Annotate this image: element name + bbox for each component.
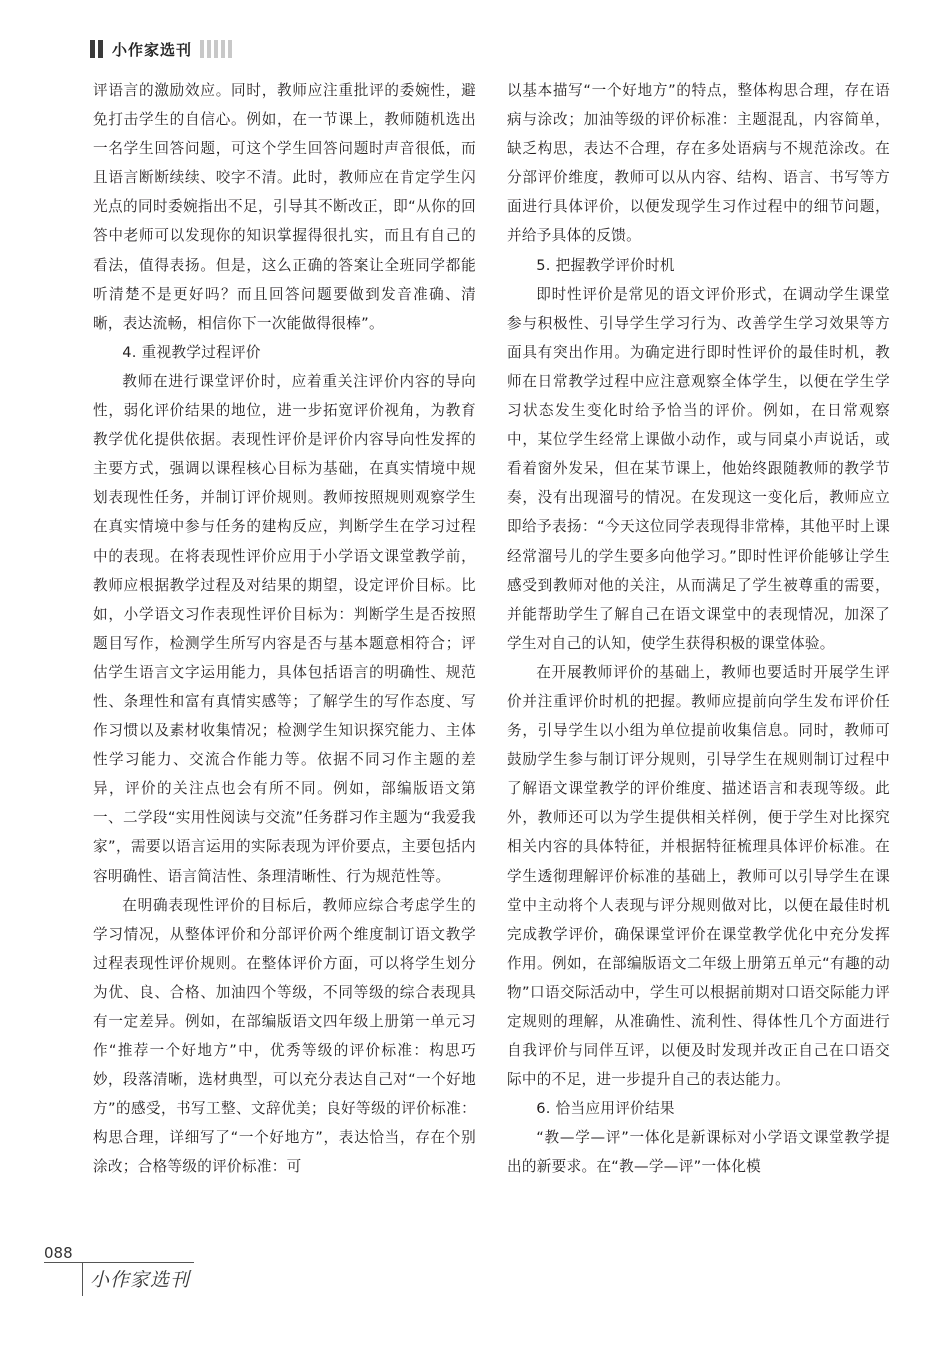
header-bar-icon <box>214 40 218 58</box>
paragraph: 评语言的激励效应。同时，教师应注重批评的委婉性，避免打击学生的自信心。例如，在一节课上，教师随机选出一名学生回答问题，可这个学生回答问题时声音很低，而且语言断断续续、咬字不清。此时，教师应在肯定学生闪光点的同时委婉指出不足，引导其不断改正，即“从你的回答中老师可以发现你的知识掌握得很扎实，而且有自己的看法，值得表扬。但是，这么正确的答案让全班同学都能听清楚不是更好吗？而且回答问题要做到发音准确、清晰，表达流畅，相信你下一次能做得很棒”。 <box>93 82 476 332</box>
paragraph: 以基本描写“一个好地方”的特点，整体构思合理，存在语病与涂改；加油等级的评价标准：主题混乱，内容简单，缺乏构思，表达不合理，存在多处语病与不规范涂改。在分部评价维度，教师可以从内容、结构、语言、书写等方面进行具体评价，以便发现学生习作过程中的细节问题，并给予具体的反馈。 <box>507 82 890 245</box>
header-bar-icon <box>200 40 204 58</box>
paragraph: 即时性评价是常见的语文评价形式，在调动学生课堂参与积极性、引导学生学习行为、改善学生学习效果等方面具有突出作用。为确定进行即时性评价的最佳时机，教师在日常教学过程中应注意观察全体学生，以便在学生学习状态发生变化时给予恰当的评价。例如，在日常观察中，某位学生经常上课做小动作，或与同桌小声说话，或看着窗外发呆，但在某节课上，他始终跟随教师的教学节奏，没有出现溜号的情况。在发现这一变化后，教师应立即给予表扬：“今天这位同学表现得非常棒，其他平时上课经常溜号儿的学生要多向他学习。”即时性评价能够让学生感受到教师对他的关注，从而满足了学生被尊重的需要，并能帮助学生了解自己在语文课堂中的表现情况，加深了学生对自己的认知，使学生获得积极的课堂体验。 <box>507 285 890 652</box>
paragraph: “教—学—评”一体化是新课标对小学语文课堂教学提出的新要求。在“教—学—评”一体化模 <box>507 1129 890 1176</box>
section-heading: 4. 重视教学过程评价 <box>122 343 261 361</box>
footer-logo: 小作家选刊 <box>90 1269 191 1291</box>
footer-divider <box>44 1262 194 1263</box>
section-heading: 6. 恰当应用评价结果 <box>536 1100 675 1118</box>
paragraph: 在明确表现性评价的目标后，教师应综合考虑学生的学习情况，从整体评价和分部评价两个维度制订语文教学过程表现性评价规则。在整体评价方面，可以将学生划分为优、良、合格、加油四个等级，不同等级的综合表现具有一定差异。例如，在部编版语文四年级上册第一单元习作“推荐一个好地方”中，优秀等级的评价标准：构思巧妙，段落清晰，选材典型，可以充分表达自己对“一个好地方”的感受，书写工整、文辞优美；良好等级的评价标准：构思合理，详细写了“一个好地方”，表达恰当，存在个别涂改；合格等级的评价标准：可 <box>93 896 476 1176</box>
header-bar-icon <box>90 40 95 58</box>
paragraph: 教师在进行课堂评价时，应着重关注评价内容的导向性，弱化评价结果的地位，进一步拓宽评价视角，为教育教学优化提供依据。表现性评价是评价内容导向性发挥的主要方式，强调以课程核心目标为基础，在真实情境中规划表现性任务，并制订评价规则。教师按照规则观察学生在真实情境中参与任务的建构反应，判断学生在学习过程中的表现。在将表现性评价应用于小学语文课堂教学前，教师应根据教学过程及对结果的期望，设定评价目标。比如，小学语文习作表现性评价目标为：判断学生是否按照题目写作，检测学生所写内容是否与基本题意相符合；评估学生语言文字运用能力，具体包括语言的明确性、规范性、条理性和富有真情实感等；了解学生的写作态度、写作习惯以及素材收集情况；检测学生知识探究能力、主体性学习能力、交流合作能力等。依据不同习作主题的差异，评价的关注点也会有所不同。例如，部编版语文第一、二学段“实用性阅读与交流”任务群习作主题为“我爱我家”，需要以语言运用的实际表现为评价要点，主要包括内容明确性、语言简洁性、条理清晰性、行为规范性等。 <box>93 372 476 885</box>
section-heading: 5. 把握教学评价时机 <box>536 256 675 274</box>
running-header <box>90 38 235 60</box>
paragraph: 在开展教师评价的基础上，教师也要适时开展学生评价并注重评价时机的把握。教师应提前向学生发布评价任务，引导学生以小组为单位提前收集信息。同时，教师可鼓励学生参与制订评分规则，引导学生在规则制订过程中了解语文课堂教学的评价维度、描述语言和表现等级。此外，教师还可以为学生提供相关样例，便于学生对比探究相关内容的具体特征，并根据特征梳理具体评价标准。在学生透彻理解评价标准的基础上，教师可以引导学生在课堂中主动将个人表现与评分规则做对比，以便在最佳时机完成教学评价，确保课堂评价在课堂教学优化中充分发挥作用。例如，在部编版语文二年级上册第五单元“有趣的动物”口语交际活动中，学生可以根据前期对口语交际能力评定规则的理解，从准确性、流利性、得体性几个方面进行自我评价与同伴互评，以便及时发现并改正自己在口语交际中的不足，进一步提升自己的表达能力。 <box>507 663 890 1089</box>
header-bar-icon <box>228 40 232 58</box>
footer-divider-vertical <box>82 1262 83 1296</box>
header-bar-icon <box>221 40 225 58</box>
right-column <box>507 76 890 1182</box>
left-column <box>93 76 476 1182</box>
header-bar-icon <box>98 40 103 58</box>
header-bar-icon <box>207 40 211 58</box>
page-number: 088 <box>44 1244 73 1262</box>
journal-title: 小作家选刊 <box>112 40 193 59</box>
